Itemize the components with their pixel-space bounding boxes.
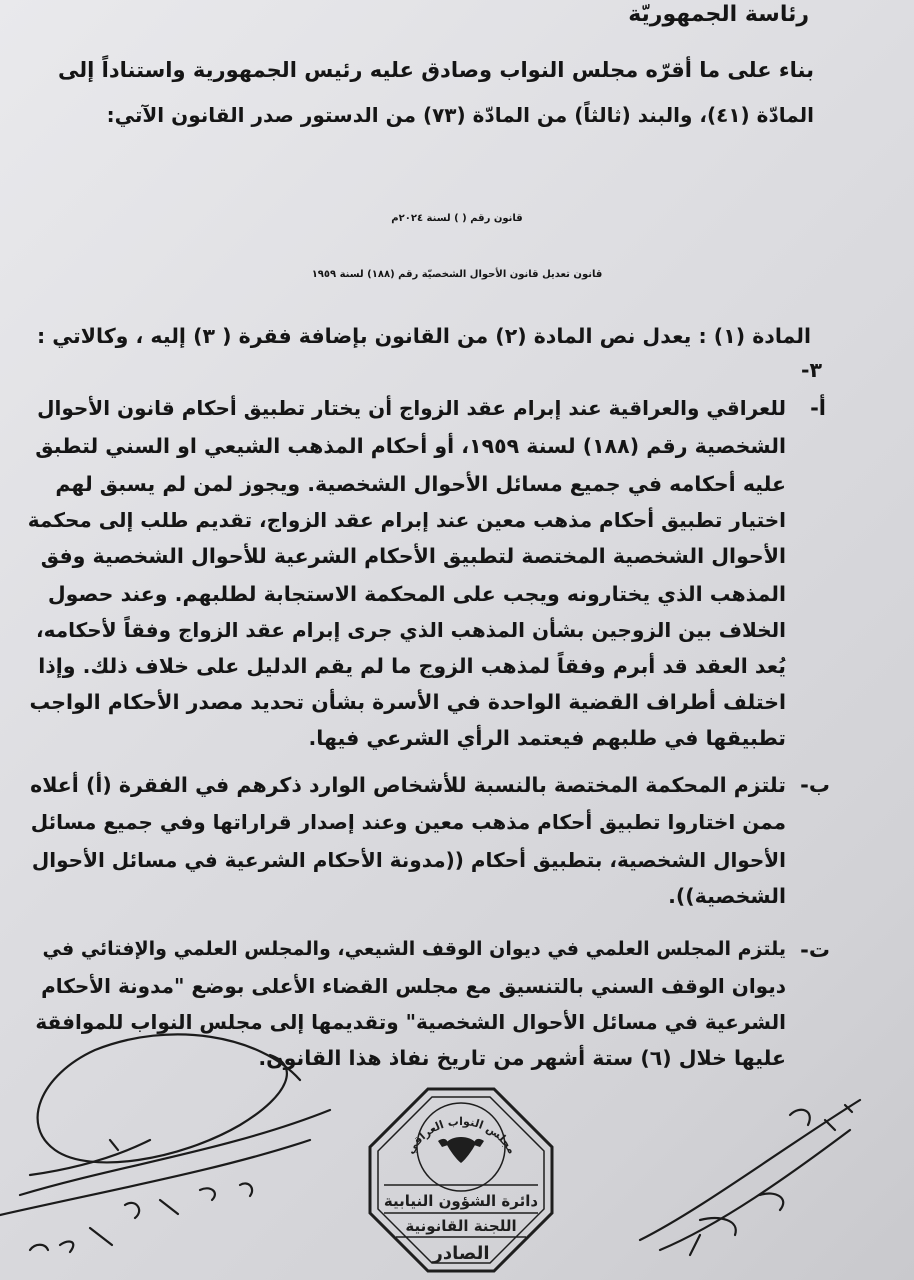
- paragraph-t-label: ت-: [800, 938, 830, 962]
- stamp-status: الصادر: [432, 1243, 490, 1264]
- law-number: قانون رقم ( ) لسنة ٢٠٢٤م: [391, 213, 523, 224]
- paragraph-a-line: الأحوال الشخصية المختصة لتطبيق الأحكام الشرعية للأحوال الشخصية وفق: [40, 544, 786, 568]
- header-presidency: رئاسة الجمهوريّة: [628, 2, 809, 27]
- clause-number: ٣-: [800, 358, 822, 382]
- stamp-committee: اللجنة القانونية: [405, 1217, 517, 1235]
- stamp-department: دائرة الشؤون النيابية: [383, 1192, 539, 1210]
- paragraph-a-line: اختلف أطراف القضية الواحدة في الأسرة بشأن تحديد مصدر الأحكام الواجب: [29, 690, 786, 714]
- article-1: المادة (١) : يعدل نص المادة (٢) من القانون بإضافة فقرة ( ٣) إليه ، وكالاتي :: [36, 324, 811, 348]
- paragraph-b-line: ممن اختاروا تطبيق أحكام مذهب معين وعند إصدار قراراتها وفي جميع مسائل: [30, 810, 786, 834]
- law-title: قانون تعديل قانون الأحوال الشخصيّة رقم (١٨٨) لسنة ١٩٥٩: [311, 269, 603, 280]
- paragraph-b-line: الشخصية)).: [668, 884, 786, 908]
- official-stamp: [366, 1085, 556, 1275]
- paragraph-a-line: اختيار تطبيق أحكام مذهب معين عند إبرام عقد الزواج، تقديم طلب إلى محكمة: [27, 508, 786, 532]
- paragraph-t-line: الشرعية في مسائل الأحوال الشخصية" وتقديمها إلى مجلس النواب للموافقة: [35, 1010, 786, 1034]
- preamble-line-1: بناء على ما أقرّه مجلس النواب وصادق عليه رئيس الجمهورية واستناداً إلى: [58, 58, 814, 82]
- paragraph-a-line: للعراقي والعراقية عند إبرام عقد الزواج أن يختار تطبيق أحكام قانون الأحوال: [37, 396, 786, 420]
- paragraph-t-line: ديوان الوقف السني بالتنسيق مع مجلس القضاء الأعلى بوضع "مدونة الأحكام: [41, 974, 786, 998]
- paragraph-a-line: الخلاف بين الزوجين بشأن المذهب الذي جرى إبرام عقد الزواج وفقاً لأحكامه،: [36, 618, 786, 642]
- eagle-emblem-icon: [438, 1137, 484, 1163]
- paragraph-t-line: يلتزم المجلس العلمي في ديوان الوقف الشيعي، والمجلس العلمي والإفتائي في: [42, 938, 786, 960]
- stamp-ring-text: مجلس النواب العراقي: [403, 1114, 519, 1157]
- preamble-line-2: المادّة (٤١)، والبند (ثالثاً) من المادّة (٧٣) من الدستور صدر القانون الآتي:: [106, 103, 814, 127]
- paragraph-a-line: يُعد العقد قد أبرم وفقاً لمذهب الزوج ما لم يقم الدليل على خلاف ذلك. وإذا: [38, 654, 786, 678]
- paragraph-t-line: عليها خلال (٦) ستة أشهر من تاريخ نفاذ هذا القانون.: [258, 1046, 786, 1070]
- paragraph-a-line: الشخصية رقم (١٨٨) لسنة ١٩٥٩، أو أحكام المذهب الشيعي او السني لتطبق: [35, 434, 786, 458]
- paragraph-b-line: تلتزم المحكمة المختصة بالنسبة للأشخاص الوارد ذكرهم في الفقرة (أ) أعلاه: [30, 773, 786, 797]
- paragraph-a-line: المذهب الذي يختارونه ويجب على المحكمة الاستجابة لطلبهم. وعند حصول: [47, 582, 786, 606]
- paragraph-b-line: الأحوال الشخصية، بتطبيق أحكام ((مدونة الأحكام الشرعية في مسائل الأحوال: [31, 848, 786, 872]
- paragraph-a-label: أ-: [810, 396, 826, 420]
- paragraph-a-line: عليه أحكامه في جميع مسائل الأحوال الشخصية. ويجوز لمن لم يسبق لهم: [55, 472, 786, 496]
- paragraph-a-line: تطبيقها في طلبهم فيعتمد الرأي الشرعي فيها.: [308, 726, 786, 750]
- paragraph-b-label: ب-: [800, 773, 830, 797]
